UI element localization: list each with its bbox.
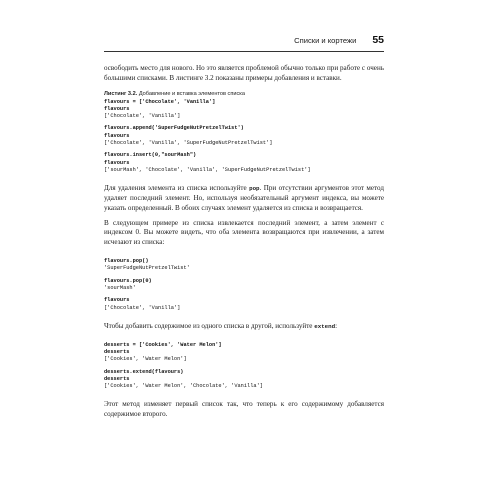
code-block-3 bbox=[104, 342, 384, 391]
pop-inline-code: pop bbox=[249, 185, 260, 193]
next-paragraph: В следующем примере из списка извлекается последний элемент, а затем элемент с индексом 0. Вы можете видеть, что оба элемента возвращаются при извлечении, а затем исчезают из списка: bbox=[104, 218, 384, 247]
pop-text-before: Для удаления элемента из списка используйте bbox=[104, 184, 250, 193]
listing-label: Листинг 3.2. bbox=[104, 90, 138, 97]
code-line: ['Chocolate', 'Vanilla'] bbox=[104, 113, 181, 120]
code-line: flavours.append('SuperFudgeNutPretzelTwist') bbox=[104, 125, 244, 132]
final-paragraph: Этот метод изменяет первый список так, что теперь к его содержимому добавляется содержимое второго. bbox=[104, 400, 384, 419]
code-line: desserts bbox=[104, 348, 130, 355]
running-title: Списки и кортежи bbox=[294, 35, 357, 45]
pop-text-after: . При отсутствии аргументов этот метод удаляет последний элемент. Но, используя необязательный аргумент индекса, вы можете указать определенный. В обоих случаях элемент удаляется из списка и возвращается. bbox=[104, 184, 384, 212]
page-content bbox=[104, 64, 384, 420]
code-line: flavours.pop(0) bbox=[104, 277, 152, 284]
extend-paragraph bbox=[104, 322, 384, 332]
page-number: 55 bbox=[372, 34, 384, 46]
extend-text-before: Чтобы добавить содержимое из одного списка в другой, используйте bbox=[104, 321, 315, 330]
code-line: desserts.extend(flavours) bbox=[104, 368, 184, 375]
code-line: ['Cookies', 'Water Melon'] bbox=[104, 356, 187, 363]
code-line: ['Chocolate', 'Vanilla', 'SuperFudgeNutPretzelTwist'] bbox=[104, 140, 273, 147]
code-line: flavours.pop() bbox=[104, 258, 149, 265]
code-line: flavours.insert(0,"sourMash") bbox=[104, 152, 197, 159]
code-block-2 bbox=[104, 258, 384, 312]
code-block-1 bbox=[104, 99, 384, 175]
code-line: desserts = ['Cookies', 'Water Melon'] bbox=[104, 341, 222, 348]
code-line: desserts bbox=[104, 375, 130, 382]
code-line: ['sourMash', 'Chocolate', 'Vanilla', 'SuperFudgeNutPretzelTwist'] bbox=[104, 166, 311, 173]
pop-paragraph bbox=[104, 184, 384, 213]
header-rule bbox=[104, 51, 384, 52]
code-line: ['Cookies', 'Water Melon', 'Chocolate', 'Vanilla'] bbox=[104, 383, 263, 390]
code-line: 'SuperFudgeNutPretzelTwist' bbox=[104, 265, 190, 272]
page-header bbox=[104, 30, 384, 50]
listing-title: Добавление и вставка элементов списка bbox=[138, 90, 245, 97]
code-line: flavours bbox=[104, 132, 130, 139]
extend-text-after: : bbox=[335, 321, 338, 330]
code-line: 'sourMash' bbox=[104, 284, 136, 291]
intro-paragraph: освободить место для нового. Но это является проблемой обычно только при работе с очень большими списками. В листинге 3.2 показаны примеры добавления и вставки. bbox=[104, 64, 384, 82]
code-line: ['Chocolate', 'Vanilla'] bbox=[104, 304, 181, 311]
listing-caption bbox=[104, 91, 384, 97]
code-line: flavours bbox=[104, 297, 130, 304]
code-line: flavours = ['Chocolate', 'Vanilla'] bbox=[104, 98, 216, 105]
code-line: flavours bbox=[104, 105, 130, 112]
code-line: flavours bbox=[104, 159, 130, 166]
extend-inline-code: extend bbox=[314, 322, 336, 330]
